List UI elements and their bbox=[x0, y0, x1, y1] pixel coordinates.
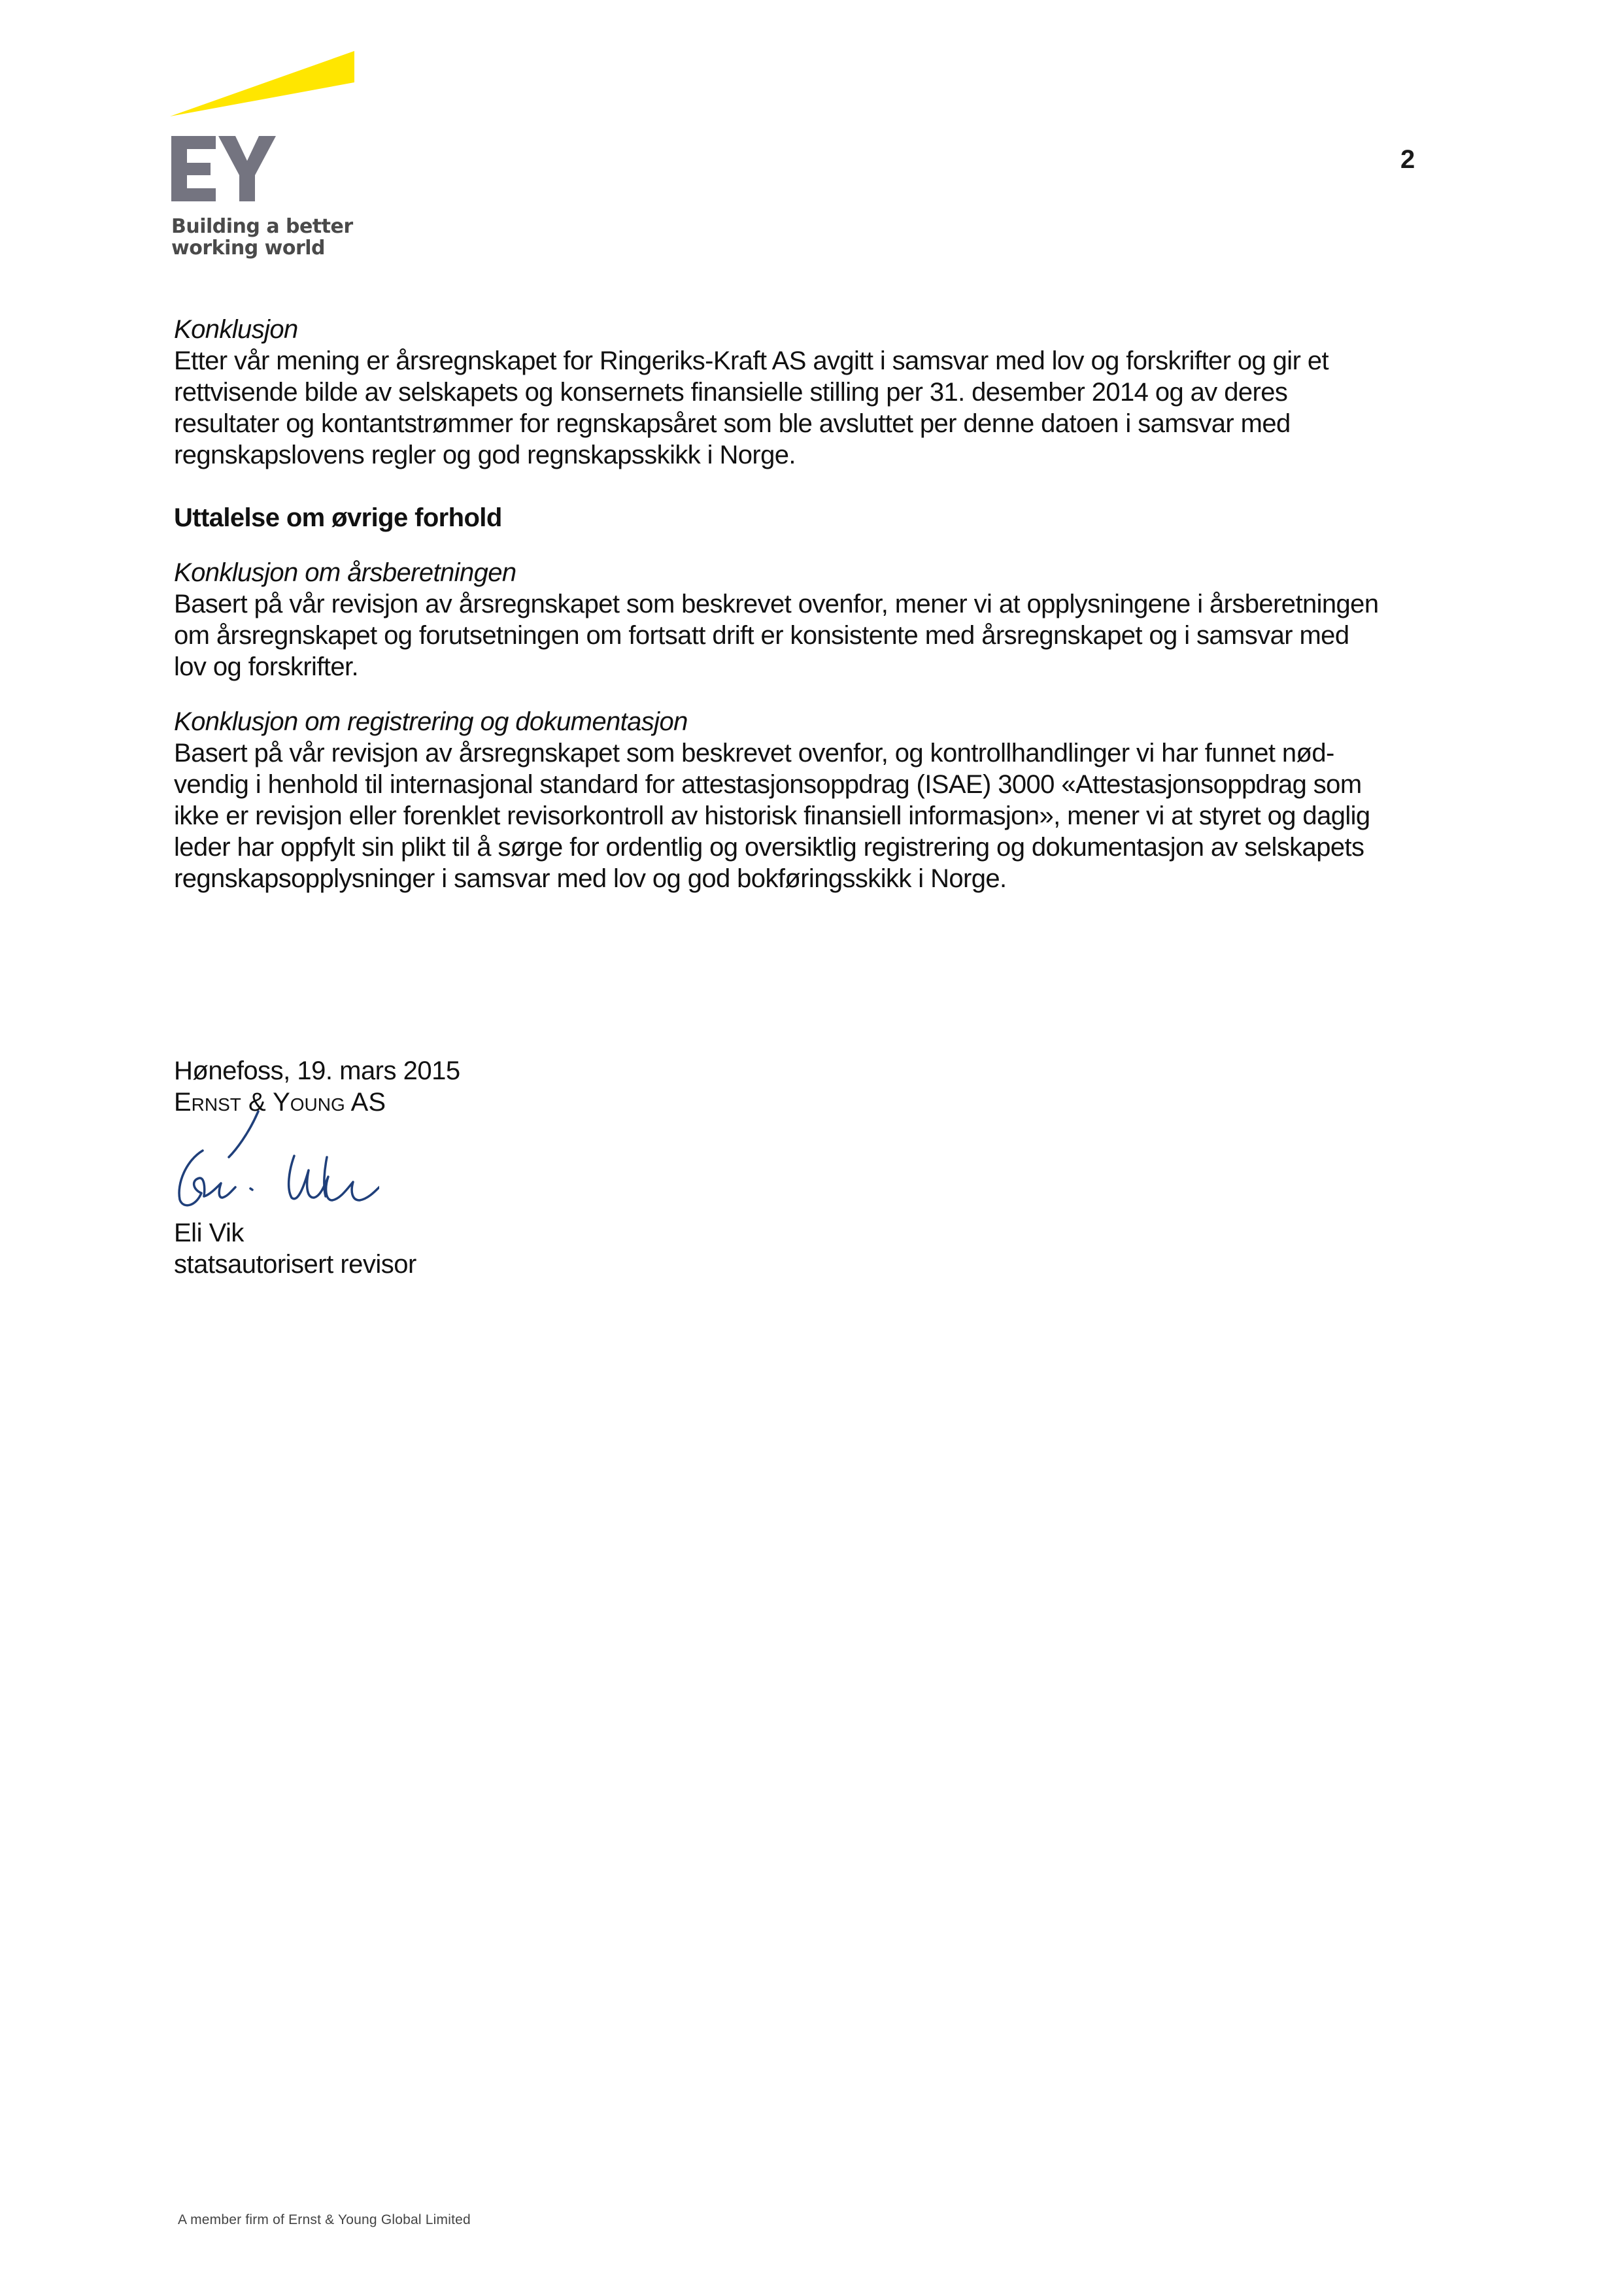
text-line: vendig i henhold til internasjonal standard for attestasjonsoppdrag (ISAE) 3000 «Attestasjonsoppdrag som bbox=[174, 770, 1362, 799]
text-line: regnskapsopplysninger i samsvar med lov og god bokføringsskikk i Norge. bbox=[174, 864, 1007, 893]
konklusjon-paragraph bbox=[174, 345, 1508, 471]
registrering-heading: Konklusjon om registrering og dokumentasjon bbox=[174, 707, 688, 736]
text-line: leder har oppfylt sin plikt til å sørge for ordentlig og oversiktlig registrering og dokumentasjon av selskapets bbox=[174, 833, 1364, 862]
arsberetning-heading: Konklusjon om årsberetningen bbox=[174, 558, 516, 587]
handwritten-signature bbox=[163, 1105, 379, 1223]
text-line: resultater og kontantstrømmer for regnskapsåret som ble avsluttet per denne datoen i samsvar med bbox=[174, 409, 1291, 438]
other-matters-heading: Uttalelse om øvrige forhold bbox=[174, 503, 502, 532]
text-line: Basert på vår revisjon av årsregnskapet som beskrevet ovenfor, mener vi at opplysningene i årsberetningen bbox=[174, 590, 1379, 618]
signer-name: Eli Vik bbox=[174, 1219, 244, 1247]
signer-title: statsautorisert revisor bbox=[174, 1250, 416, 1279]
text-line: Etter vår mening er årsregnskapet for Ringeriks-Kraft AS avgitt i samsvar med lov og forskrifter og gir et bbox=[174, 346, 1328, 375]
text-line: Basert på vår revisjon av årsregnskapet som beskrevet ovenfor, og kontrollhandlinger vi har funnet nød- bbox=[174, 739, 1334, 767]
logo-tagline bbox=[171, 216, 353, 259]
ey-letter-e bbox=[171, 136, 216, 201]
text-line: regnskapslovens regler og god regnskapsskikk i Norge. bbox=[174, 441, 796, 469]
letter-body bbox=[174, 314, 1508, 894]
ey-beam-icon bbox=[170, 51, 354, 116]
text-line: om årsregnskapet og forutsetningen om fortsatt drift er konsistente med årsregnskapet og i samsvar med bbox=[174, 621, 1349, 650]
text-line: lov og forskrifter. bbox=[174, 652, 359, 681]
registrering-paragraph bbox=[174, 737, 1508, 894]
konklusjon-heading: Konklusjon bbox=[174, 315, 298, 344]
arsberetning-paragraph bbox=[174, 588, 1508, 683]
footer-text: A member firm of Ernst & Young Global Limited bbox=[178, 2212, 471, 2227]
ey-letter-y bbox=[218, 136, 276, 201]
text-line: ikke er revisjon eller forenklet revisorkontroll av historisk finansiell informasjon», mener vi at styret og daglig bbox=[174, 801, 1370, 830]
tagline-line-1: Building a better bbox=[171, 215, 353, 238]
signer-block bbox=[174, 1217, 416, 1280]
ey-logo-mark bbox=[170, 46, 366, 216]
place-date: Hønefoss, 19. mars 2015 bbox=[174, 1056, 460, 1085]
firm-name: Ernst & Young AS bbox=[174, 1088, 386, 1117]
tagline-line-2: working world bbox=[171, 237, 326, 260]
page-number: 2 bbox=[1400, 145, 1415, 174]
text-line: rettvisende bilde av selskapets og konsernets finansielle stilling per 31. desember 2014 og av deres bbox=[174, 378, 1288, 407]
